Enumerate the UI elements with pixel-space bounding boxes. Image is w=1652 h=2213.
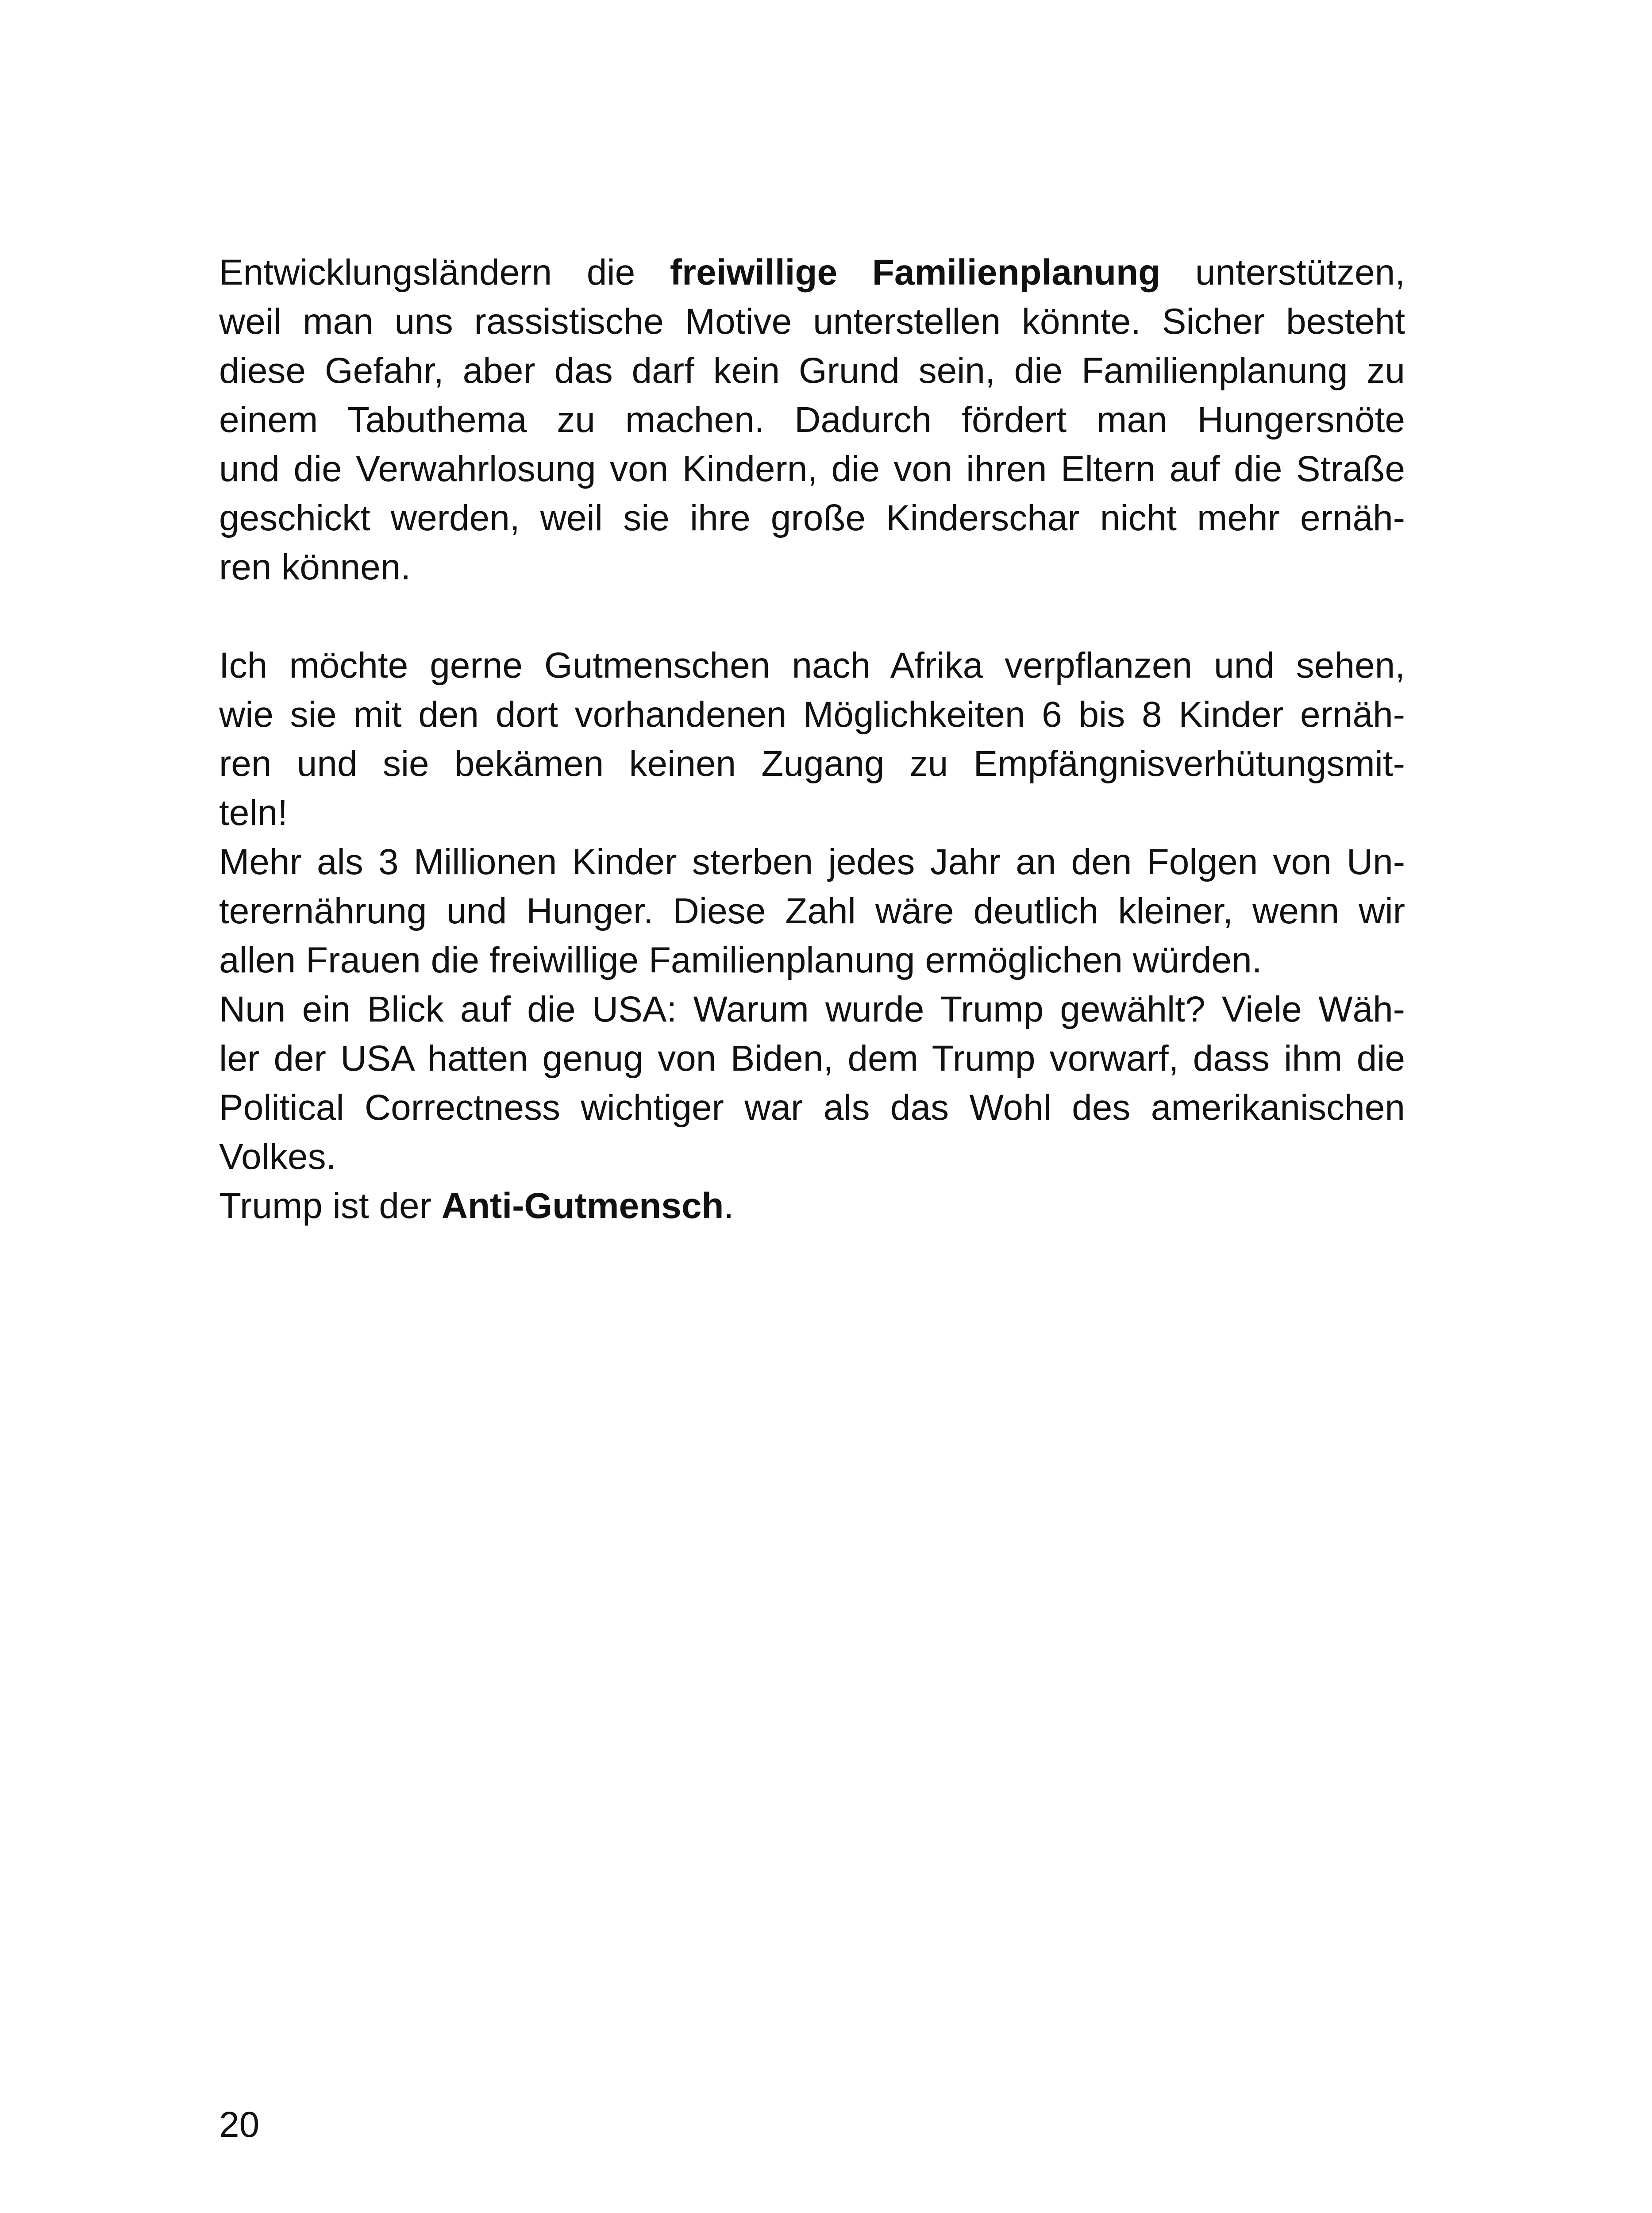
text-line xyxy=(219,837,1405,887)
text-line xyxy=(219,297,1405,346)
text-run: Trump ist der xyxy=(219,1186,442,1226)
text-line xyxy=(219,936,1405,985)
text-run: allen Frauen die freiwillige Familienplanung ermöglichen würden. xyxy=(219,940,1262,980)
text-run: geschickt werden, weil sie ihre große Kinderschar nicht mehr ernäh- xyxy=(219,498,1405,538)
text-line xyxy=(219,493,1405,543)
text-run: ren und sie bekämen keinen Zugang zu Empfängnisverhütungsmit- xyxy=(219,744,1405,784)
text-line xyxy=(219,887,1405,936)
text-run: diese Gefahr, aber das darf kein Grund sein, die Familienplanung zu xyxy=(219,351,1405,391)
text-run: . xyxy=(724,1186,734,1226)
body-text xyxy=(219,248,1405,1230)
text-run: Ich möchte gerne Gutmenschen nach Afrika verpflanzen und sehen, xyxy=(219,645,1405,686)
text-line xyxy=(219,690,1405,739)
text-line xyxy=(219,1083,1405,1132)
text-run: Entwicklungsländern die xyxy=(219,252,670,293)
text-line xyxy=(219,1034,1405,1083)
text-line xyxy=(219,1132,1405,1181)
text-line xyxy=(219,346,1405,395)
text-run: und die Verwahrlosung von Kindern, die von ihren Eltern auf die Straße xyxy=(219,449,1405,489)
text-run: wie sie mit den dort vorhandenen Möglichkeiten 6 bis 8 Kinder ernäh- xyxy=(219,694,1405,735)
text-line xyxy=(219,444,1405,493)
text-run: weil man uns rassistische Motive unterstellen könnte. Sicher besteht xyxy=(219,301,1405,342)
paragraph-gap xyxy=(219,592,1405,641)
text-line xyxy=(219,641,1405,690)
text-run: Volkes. xyxy=(219,1137,336,1177)
page-number: 20 xyxy=(219,2105,260,2145)
text-run: terernährung und Hunger. Diese Zahl wäre deutlich kleiner, wenn wir xyxy=(219,891,1405,931)
text-run: Nun ein Blick auf die USA: Warum wurde Trump gewählt? Viele Wäh- xyxy=(219,989,1405,1029)
bold-phrase: Anti-Gutmensch xyxy=(441,1186,724,1226)
text-run: Political Correctness wichtiger war als das Wohl des amerikanischen xyxy=(219,1087,1405,1128)
text-line xyxy=(219,739,1405,788)
text-run: einem Tabuthema zu machen. Dadurch fördert man Hungersnöte xyxy=(219,400,1405,440)
text-run: teln! xyxy=(219,793,288,833)
text-line xyxy=(219,543,1405,592)
text-line xyxy=(219,985,1405,1034)
bold-phrase: freiwillige Familienplanung xyxy=(670,252,1161,293)
text-line xyxy=(219,248,1405,297)
text-line xyxy=(219,1181,1405,1230)
text-run: unterstützen, xyxy=(1160,252,1405,293)
text-run: ler der USA hatten genug von Biden, dem Trump vorwarf, dass ihm die xyxy=(219,1038,1405,1079)
text-line xyxy=(219,788,1405,837)
text-run: ren können. xyxy=(219,547,411,587)
text-line xyxy=(219,395,1405,444)
text-run: Mehr als 3 Millionen Kinder sterben jedes Jahr an den Folgen von Un- xyxy=(219,842,1405,882)
